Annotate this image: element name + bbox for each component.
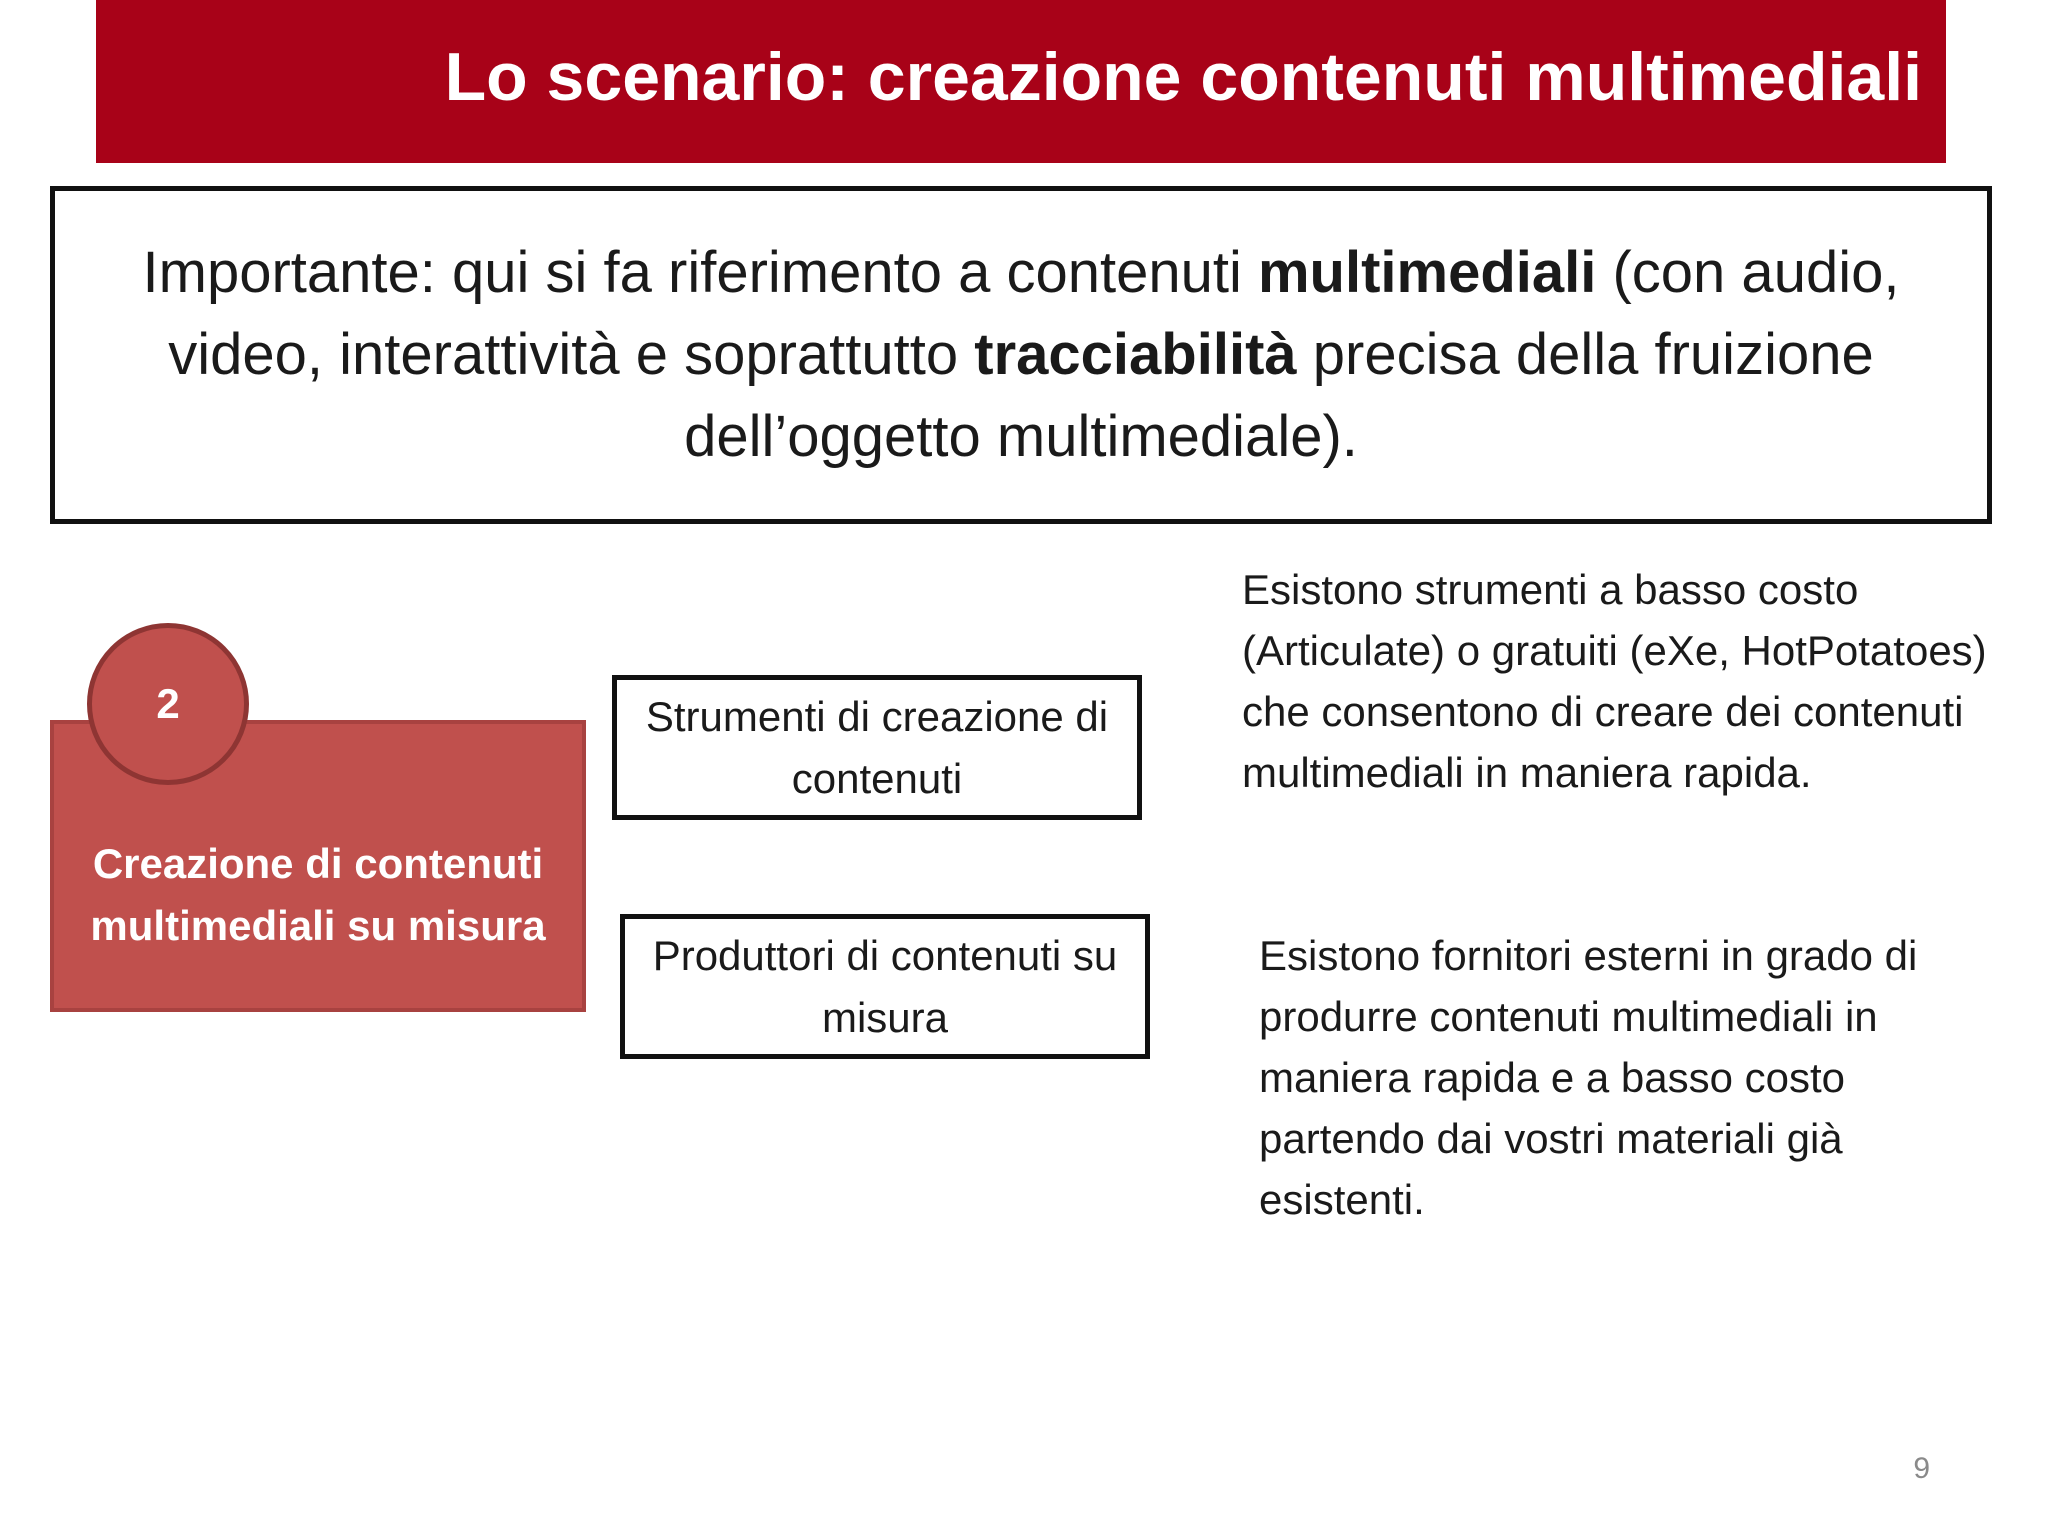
note-text-part-1: Importante: qui si fa riferimento a contenuti	[142, 240, 1258, 305]
step-label: Creazione di contenuti multimediali su misura	[90, 840, 546, 949]
important-note-text	[111, 232, 1931, 478]
note-text-part-2: (con audio, video, interattività e soprattutto	[168, 240, 1900, 387]
note-bold-tracciabilita: tracciabilità	[974, 322, 1297, 387]
producers-box: Produttori di contenuti su misura	[620, 914, 1150, 1059]
note-text-part-3: precisa della fruizione dell’oggetto multimediale).	[684, 322, 1874, 469]
tools-box: Strumenti di creazione di contenuti	[612, 675, 1142, 820]
title-bar	[96, 0, 1946, 163]
page-number: 9	[1913, 1452, 1930, 1485]
step-number-badge: 2	[87, 623, 249, 785]
tools-description: Esistono strumenti a basso costo (Articulate) o gratuiti (eXe, HotPotatoes) che consentono di creare dei contenuti multimediali in maniera rapida.	[1242, 566, 1987, 796]
important-note-box	[50, 186, 1992, 524]
producers-description: Esistono fornitori esterni in grado di produrre contenuti multimediali in maniera rapida e a basso costo partendo dai vostri materiali già esistenti.	[1259, 932, 1918, 1223]
note-bold-multimediali: multimediali	[1257, 240, 1597, 305]
slide-title: Lo scenario: creazione contenuti multimediali	[444, 39, 1922, 115]
